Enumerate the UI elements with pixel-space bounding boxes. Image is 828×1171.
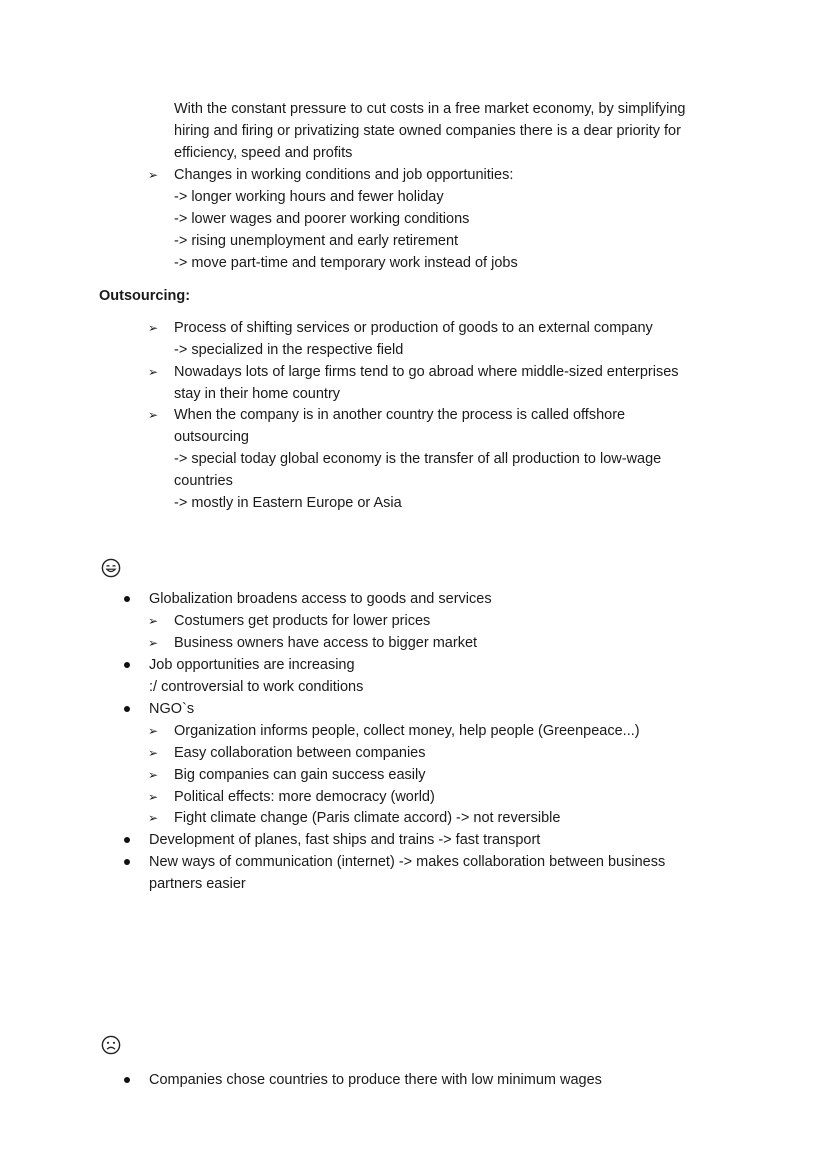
arrow-bullet-icon: ➢ — [148, 790, 159, 804]
list-item: -> rising unemployment and early retirement — [174, 233, 459, 249]
arrow-bullet-icon: ➢ — [148, 321, 159, 335]
bullet-dot-icon — [124, 837, 130, 843]
list-item: New ways of communication (internet) -> makes collaboration between business — [149, 854, 666, 870]
list-item: Easy collaboration between companies — [174, 745, 426, 761]
working-conditions-title: Changes in working conditions and job opportunities: — [174, 167, 514, 183]
intro-line: efficiency, speed and profits — [174, 145, 353, 161]
list-item: Business owners have access to bigger market — [174, 635, 478, 651]
list-item: Nowadays lots of large firms tend to go abroad where middle-sized enterprises — [174, 364, 679, 380]
bullet-dot-icon — [124, 596, 130, 602]
bullet-dot-icon — [124, 662, 130, 668]
list-item: Job opportunities are increasing — [149, 657, 355, 673]
arrow-bullet-icon: ➢ — [148, 614, 159, 628]
outsourcing-heading: Outsourcing: — [99, 288, 191, 304]
list-item: Costumers get products for lower prices — [174, 613, 431, 629]
list-item: outsourcing — [174, 429, 249, 445]
list-item: -> move part-time and temporary work instead of jobs — [174, 255, 518, 271]
list-item: Process of shifting services or production of goods to an external company — [174, 320, 653, 336]
list-item: Globalization broadens access to goods and services — [149, 591, 492, 607]
sad-face-icon — [101, 1035, 121, 1055]
arrow-bullet-icon: ➢ — [148, 811, 159, 825]
list-item: Companies chose countries to produce there with low minimum wages — [149, 1072, 602, 1088]
list-item: When the company is in another country the process is called offshore — [174, 407, 626, 423]
intro-line: With the constant pressure to cut costs in a free market economy, by simplifying — [174, 101, 686, 117]
smiley-face-icon — [101, 558, 121, 578]
arrow-bullet-icon: ➢ — [148, 636, 159, 650]
list-item: Development of planes, fast ships and trains -> fast transport — [149, 832, 541, 848]
list-item-note: :/ controversial to work conditions — [149, 679, 364, 695]
list-item: -> special today global economy is the transfer of all production to low-wage — [174, 451, 662, 467]
bullet-dot-icon — [124, 706, 130, 712]
list-item: Fight climate change (Paris climate accord) -> not reversible — [174, 810, 561, 826]
bullet-dot-icon — [124, 859, 130, 865]
list-item: countries — [174, 473, 233, 489]
arrow-bullet-icon: ➢ — [148, 768, 159, 782]
list-item: Organization informs people, collect money, help people (Greenpeace...) — [174, 723, 640, 739]
list-item: Political effects: more democracy (world) — [174, 789, 435, 805]
list-item: -> mostly in Eastern Europe or Asia — [174, 495, 402, 511]
arrow-bullet-icon: ➢ — [148, 168, 159, 182]
intro-line: hiring and firing or privatizing state owned companies there is a dear priority for — [174, 123, 681, 139]
arrow-bullet-icon: ➢ — [148, 746, 159, 760]
arrow-bullet-icon: ➢ — [148, 408, 159, 422]
list-item: -> longer working hours and fewer holiday — [174, 189, 444, 205]
list-item: partners easier — [149, 876, 246, 892]
bullet-dot-icon — [124, 1077, 130, 1083]
arrow-bullet-icon: ➢ — [148, 365, 159, 379]
arrow-bullet-icon: ➢ — [148, 724, 159, 738]
list-item: Big companies can gain success easily — [174, 767, 426, 783]
list-item: -> specialized in the respective field — [174, 342, 404, 358]
list-item: -> lower wages and poorer working conditions — [174, 211, 470, 227]
list-item: stay in their home country — [174, 386, 341, 402]
list-item: NGO`s — [149, 701, 195, 717]
